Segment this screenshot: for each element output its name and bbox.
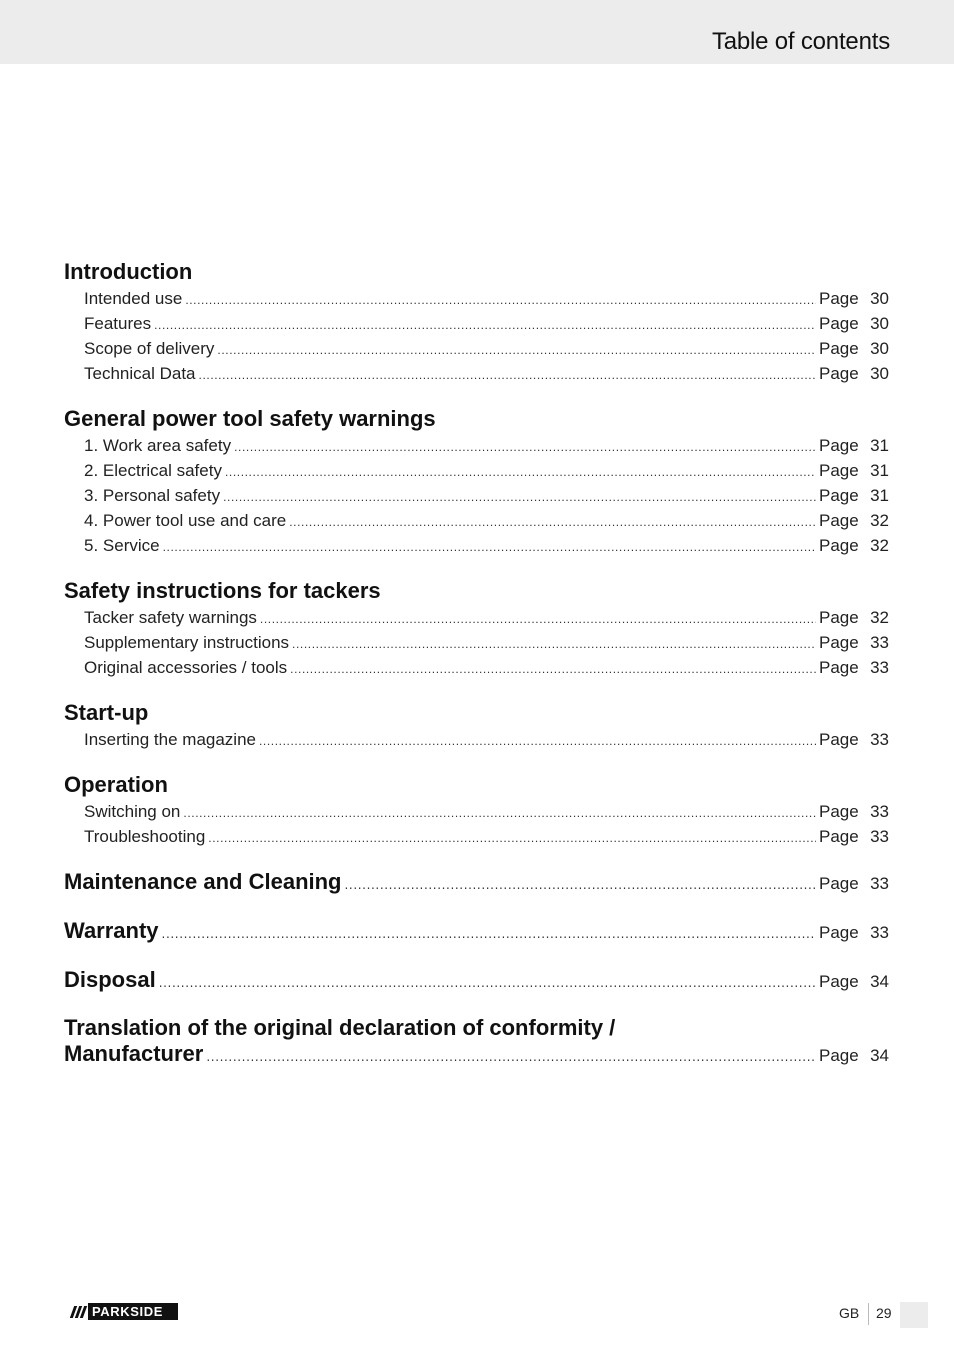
toc-entry[interactable] xyxy=(64,630,889,655)
dot-leader xyxy=(183,801,816,826)
toc-entry[interactable] xyxy=(64,655,889,680)
toc-entry[interactable] xyxy=(64,533,889,558)
entry-label: 3. Personal safety xyxy=(84,486,221,505)
dot-leader xyxy=(159,968,816,998)
page-ref xyxy=(819,869,889,899)
entry-label: Intended use xyxy=(84,289,183,308)
page-number: 30 xyxy=(870,339,889,358)
page-word: Page xyxy=(819,436,859,455)
page-number: 30 xyxy=(870,314,889,333)
entry-label: 2. Electrical safety xyxy=(84,461,222,480)
toc-entry[interactable] xyxy=(64,433,889,458)
footer-tab-box xyxy=(900,1302,928,1328)
toc-entry-declaration[interactable] xyxy=(64,1015,889,1067)
page-number: 32 xyxy=(870,536,889,555)
page-ref xyxy=(819,361,889,386)
entry-label: 4. Power tool use and care xyxy=(84,511,287,530)
page-ref xyxy=(819,655,889,680)
entry-label: Scope of delivery xyxy=(84,339,215,358)
final-entry-row xyxy=(64,1041,889,1067)
page-word: Page xyxy=(819,511,859,530)
page-number: 33 xyxy=(870,730,889,749)
entry-label: 5. Service xyxy=(84,536,160,555)
page-ref xyxy=(819,799,889,824)
toc-entry[interactable] xyxy=(64,727,889,752)
page-word: Page xyxy=(819,972,859,991)
page-word: Page xyxy=(819,314,859,333)
toc-entry[interactable] xyxy=(64,483,889,508)
page-number: 33 xyxy=(870,658,889,677)
toc-entry-disposal[interactable] xyxy=(64,966,889,996)
page-ref xyxy=(819,605,889,630)
dot-leader xyxy=(260,607,816,632)
page-number: 30 xyxy=(870,289,889,308)
table-of-contents xyxy=(64,258,889,1086)
entry-label: Supplementary instructions xyxy=(84,633,290,652)
page-word: Page xyxy=(819,874,859,893)
dot-leader xyxy=(289,510,816,535)
toc-section-operation xyxy=(64,771,889,849)
dot-leader xyxy=(292,632,816,657)
page-ref xyxy=(819,483,889,508)
toc-entry[interactable] xyxy=(64,336,889,361)
page-word: Page xyxy=(819,658,859,677)
section-title-line2: Manufacturer xyxy=(64,1041,204,1066)
dot-leader xyxy=(154,313,816,338)
toc-entry-maintenance[interactable] xyxy=(64,868,889,898)
section-title: Operation xyxy=(64,772,168,797)
section-title: Safety instructions for tackers xyxy=(64,578,381,603)
page-ref xyxy=(819,508,889,533)
toc-entry[interactable] xyxy=(64,311,889,336)
entry-label: Features xyxy=(84,314,152,333)
dot-leader xyxy=(223,485,816,510)
section-title: Introduction xyxy=(64,259,193,284)
page-word: Page xyxy=(819,730,859,749)
toc-entry[interactable] xyxy=(64,458,889,483)
page-ref xyxy=(819,433,889,458)
page-number: 33 xyxy=(870,633,889,652)
page-word: Page xyxy=(819,827,859,846)
page-word: Page xyxy=(819,633,859,652)
entry-label: Troubleshooting xyxy=(84,827,206,846)
toc-entry[interactable] xyxy=(64,361,889,386)
page-number: 34 xyxy=(870,1046,889,1065)
dot-leader xyxy=(163,535,816,560)
entry-label: Switching on xyxy=(84,802,181,821)
dot-leader xyxy=(162,919,816,949)
page-number: 33 xyxy=(870,827,889,846)
page-ref xyxy=(819,311,889,336)
page-ref xyxy=(819,533,889,558)
section-title: General power tool safety warnings xyxy=(64,406,436,431)
page-number: 31 xyxy=(870,436,889,455)
section-title: Warranty xyxy=(64,918,159,943)
page-number: 33 xyxy=(870,923,889,942)
entry-label: 1. Work area safety xyxy=(84,436,232,455)
dot-leader xyxy=(217,338,816,363)
page-word: Page xyxy=(819,461,859,480)
toc-entry-warranty[interactable] xyxy=(64,917,889,947)
toc-section-introduction xyxy=(64,258,889,386)
footer-divider xyxy=(868,1303,869,1325)
entry-label: Tacker safety warnings xyxy=(84,608,257,627)
page-word: Page xyxy=(819,536,859,555)
dot-leader xyxy=(185,288,816,313)
page-ref xyxy=(819,918,889,948)
dot-leader xyxy=(290,657,816,682)
section-title-line1: Translation of the original declaration of conformity / xyxy=(64,1015,616,1040)
page-word: Page xyxy=(819,364,859,383)
page-number: 32 xyxy=(870,511,889,530)
page-number-footer: 29 xyxy=(876,1305,892,1321)
toc-entry[interactable] xyxy=(64,605,889,630)
entry-label: Inserting the magazine xyxy=(84,730,256,749)
page-number: 31 xyxy=(870,486,889,505)
toc-entry[interactable] xyxy=(64,508,889,533)
page-number: 32 xyxy=(870,608,889,627)
page-number: 31 xyxy=(870,461,889,480)
page-ref xyxy=(819,286,889,311)
page-ref xyxy=(819,1043,889,1069)
page-ref xyxy=(819,824,889,849)
dot-leader xyxy=(206,1044,816,1070)
logo-slashes-icon xyxy=(66,1303,88,1320)
language-code: GB xyxy=(839,1305,860,1321)
page-ref xyxy=(819,336,889,361)
section-title: Disposal xyxy=(64,967,156,992)
brand-name: PARKSIDE xyxy=(92,1304,164,1319)
page-ref xyxy=(819,458,889,483)
toc-entry[interactable] xyxy=(64,824,889,849)
page-ref xyxy=(819,967,889,997)
page-number: 33 xyxy=(870,802,889,821)
section-title: Maintenance and Cleaning xyxy=(64,869,342,894)
dot-leader xyxy=(345,870,817,900)
page-word: Page xyxy=(819,339,859,358)
entry-label: Technical Data xyxy=(84,364,196,383)
page-number: 33 xyxy=(870,874,889,893)
toc-entry[interactable] xyxy=(64,799,889,824)
dot-leader xyxy=(234,435,816,460)
page-word: Page xyxy=(819,608,859,627)
page-word: Page xyxy=(819,289,859,308)
entry-label: Original accessories / tools xyxy=(84,658,288,677)
toc-entry[interactable] xyxy=(64,286,889,311)
page-word: Page xyxy=(819,923,859,942)
page-word: Page xyxy=(819,802,859,821)
parkside-logo xyxy=(66,1303,178,1320)
toc-section-tacker-safety xyxy=(64,577,889,680)
dot-leader xyxy=(208,826,816,851)
dot-leader xyxy=(225,460,816,485)
toc-section-start-up xyxy=(64,699,889,752)
dot-leader xyxy=(199,363,816,388)
page-number: 34 xyxy=(870,972,889,991)
page-number: 30 xyxy=(870,364,889,383)
page-title: Table of contents xyxy=(711,28,890,55)
page-word: Page xyxy=(819,486,859,505)
dot-leader xyxy=(259,729,816,754)
page-ref xyxy=(819,727,889,752)
toc-section-general-safety xyxy=(64,405,889,558)
page-word: Page xyxy=(819,1046,859,1065)
page-ref xyxy=(819,630,889,655)
section-title: Start-up xyxy=(64,700,149,725)
